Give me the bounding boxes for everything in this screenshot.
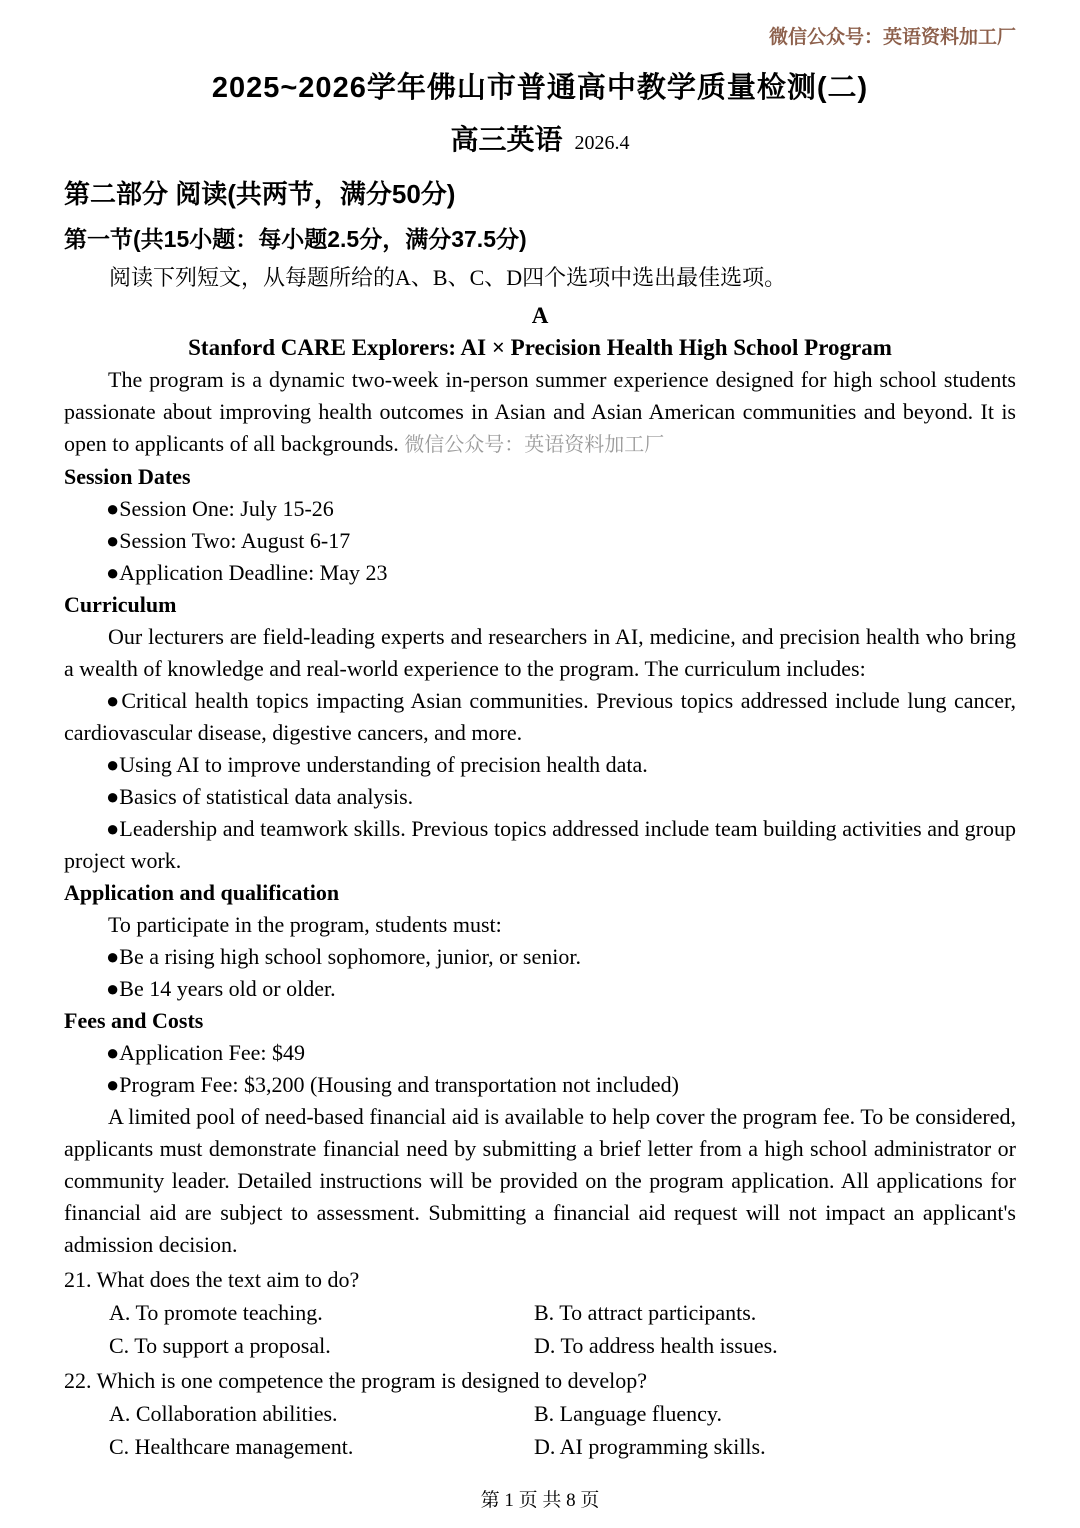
question-option-22C: C. Healthcare management.	[109, 1434, 354, 1459]
bullet-item: ● Using AI to improve understanding of precision health data.	[64, 749, 1016, 781]
section-heading: 第一节(共15小题：每小题2.5分，满分37.5分)	[64, 226, 527, 252]
bullet-item: ● Application Deadline: May 23	[64, 557, 1016, 589]
passage-intro	[64, 364, 1016, 461]
option-row	[64, 1430, 1016, 1463]
bullet-item: ● Basics of statistical data analysis.	[64, 781, 1016, 813]
exam-title: 2025~2026学年佛山市普通高中教学质量检测(二)	[211, 72, 869, 104]
curriculum-section	[64, 589, 1016, 877]
passage-title: Stanford CARE Explorers: AI × Precision Health High School Program	[188, 335, 892, 360]
curriculum-heading: Curriculum	[64, 592, 177, 617]
page-footer: 第 1 页 共 8 页	[480, 1490, 600, 1511]
application-heading: Application and qualification	[64, 880, 340, 905]
question-option-22B: B. Language fluency.	[534, 1401, 722, 1426]
fees-section	[64, 1005, 1016, 1261]
question-option-21C: C. To support a proposal.	[109, 1333, 331, 1358]
question-number: 22.	[64, 1368, 92, 1393]
question-21	[64, 1263, 1016, 1362]
question-22	[64, 1364, 1016, 1463]
wechat-watermark: 微信公众号：英语资料加工厂	[768, 27, 1016, 48]
question-option-21D: D. To address health issues.	[534, 1333, 778, 1358]
question-stem	[64, 1364, 1016, 1397]
question-number: 21.	[64, 1267, 92, 1292]
bullet-item: ● Application Fee: $49	[64, 1037, 1016, 1069]
application-section	[64, 877, 1016, 1005]
option-row	[64, 1329, 1016, 1362]
bullet-item: ● Session One: July 15-26	[64, 493, 1016, 525]
question-option-22A: A. Collaboration abilities.	[109, 1401, 338, 1426]
bullet-item: ● Be 14 years old or older.	[64, 973, 1016, 1005]
application-intro: To participate in the program, students must:	[108, 912, 502, 937]
session-dates-heading: Session Dates	[64, 464, 191, 489]
bullet-item: ● Be a rising high school sophomore, junior, or senior.	[64, 941, 1016, 973]
fees-heading: Fees and Costs	[64, 1008, 204, 1033]
passage-intro-text: The program is a dynamic two-week in-person summer experience designed for high school students passionate about improving health outcomes in Asian and Asian American communities and beyond. It is open to applicants of all backgrounds.	[64, 367, 1016, 456]
option-row	[64, 1397, 1016, 1430]
question-text: Which is one competence the program is designed to develop?	[96, 1368, 648, 1393]
bullet-item: ● Critical health topics impacting Asian communities. Previous topics addressed include lung cancer, cardiovascular disease, digestive cancers, and more.	[64, 685, 1016, 749]
option-row	[64, 1296, 1016, 1329]
bullet-item: ● Leadership and teamwork skills. Previous topics addressed include team building activities and group project work.	[64, 813, 1016, 877]
question-option-21A: A. To promote teaching.	[109, 1300, 323, 1325]
instructions: 阅读下列短文，从每题所给的A、B、C、D四个选项中选出最佳选项。	[109, 265, 787, 290]
question-option-22D: D. AI programming skills.	[534, 1434, 766, 1459]
part-heading: 第二部分 阅读(共两节，满分50分)	[64, 179, 456, 209]
inline-watermark: 微信公众号：英语资料加工厂	[404, 434, 665, 456]
curriculum-intro: Our lecturers are field-leading experts and researchers in AI, medicine, and precision health who bring a wealth of knowledge and real-world experience to the program. The curriculum includes:	[64, 624, 1016, 681]
financial-aid-paragraph: A limited pool of need-based financial aid is available to help cover the program fee. To be considered, applicants must demonstrate financial need by submitting a brief letter from a high school administrator or community leader. Detailed instructions will be provided on the program application. All applications for financial aid are subject to assessment. Submitting a financial aid request will not impact an applicant's admission decision.	[64, 1104, 1016, 1257]
bullet-item: ● Session Two: August 6-17	[64, 525, 1016, 557]
session-dates-section	[64, 461, 1016, 589]
question-stem	[64, 1263, 1016, 1296]
exam-subject: 高三英语	[450, 124, 563, 155]
question-option-21B: B. To attract participants.	[534, 1300, 757, 1325]
bullet-item: ● Program Fee: $3,200 (Housing and transportation not included)	[64, 1069, 1016, 1101]
passage-label: A	[531, 303, 549, 328]
exam-date: 2026.4	[574, 132, 630, 154]
exam-subtitle	[64, 118, 1016, 158]
question-text: What does the text aim to do?	[96, 1267, 360, 1292]
